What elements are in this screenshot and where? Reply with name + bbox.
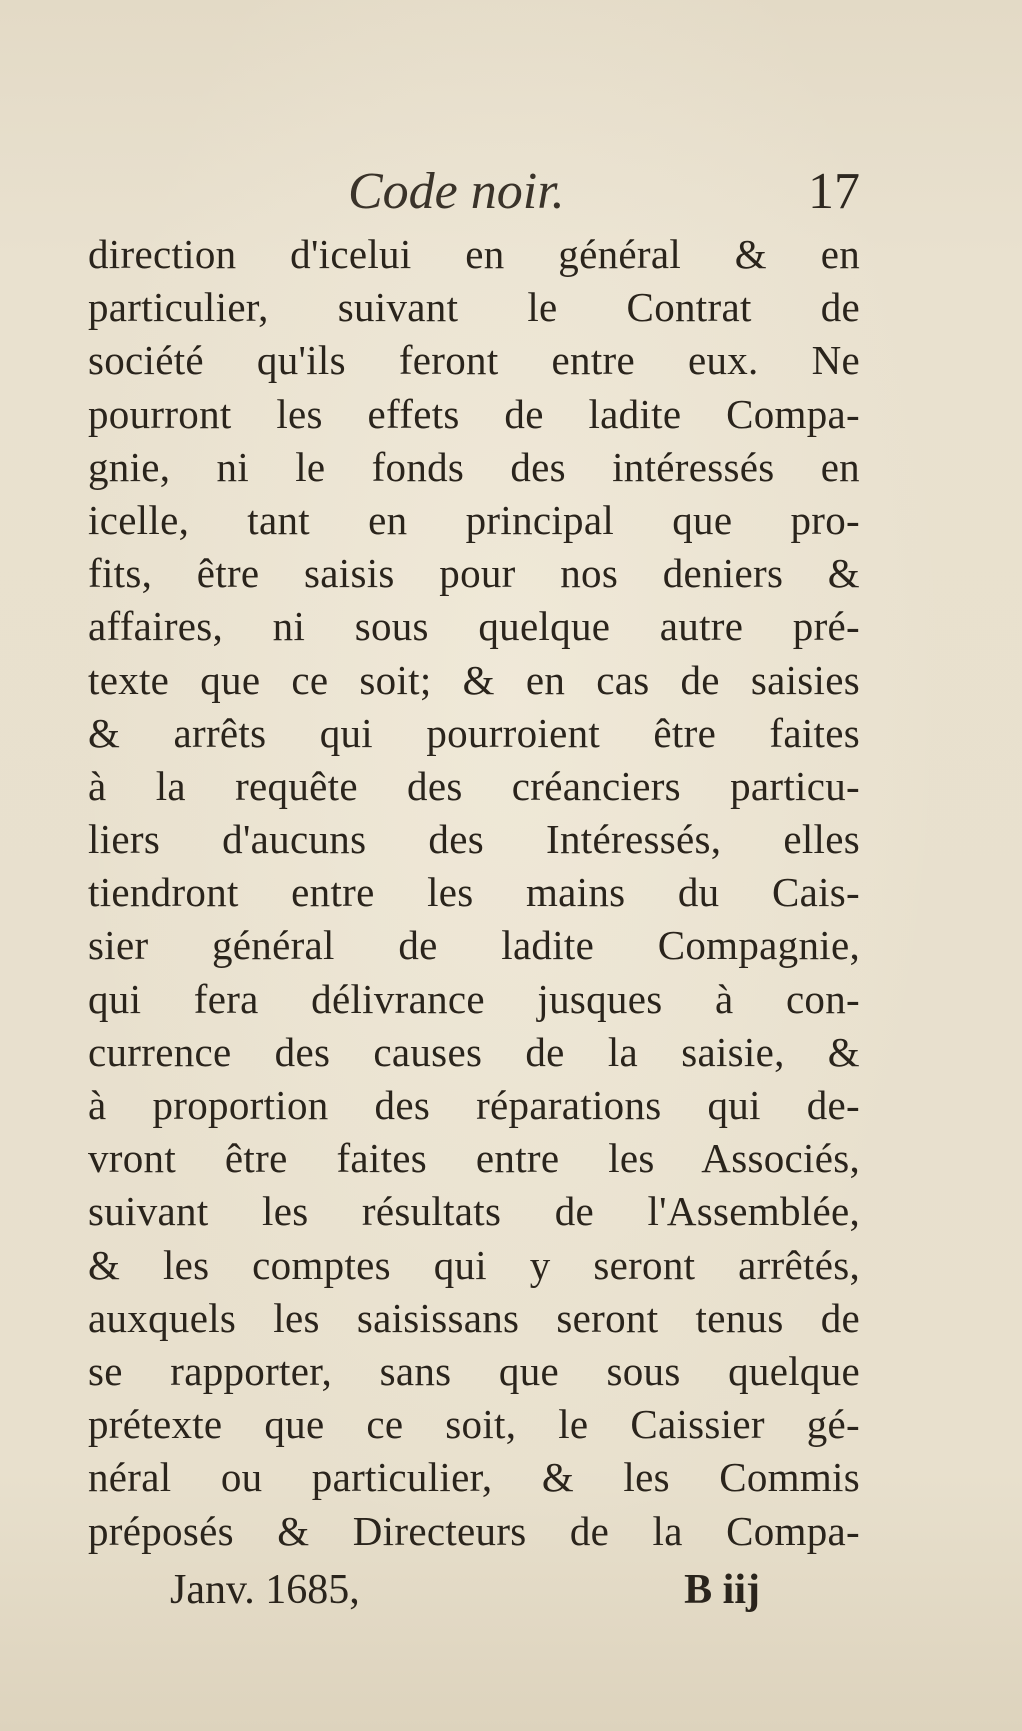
text-line: sier général de ladite Compagnie, xyxy=(88,922,860,969)
text-line: à la requête des créanciers particu- xyxy=(88,762,860,809)
text-line: particulier, suivant le Contrat de xyxy=(88,284,860,331)
text-line: préposés & Directeurs de la Compa- xyxy=(88,1507,860,1554)
signature-mark: B iij xyxy=(684,1567,760,1613)
text-line: suivant les résultats de l'Assemblée, xyxy=(88,1188,860,1235)
text-line: gnie, ni le fonds des intéressés en xyxy=(88,443,860,490)
text-line: & arrêts qui pourroient être faites xyxy=(88,709,860,756)
text-line: & les comptes qui y seront arrêtés, xyxy=(88,1241,860,1288)
text-line: société qu'ils feront entre eux. Ne xyxy=(88,337,860,384)
text-line: vront être faites entre les Associés, xyxy=(88,1135,860,1182)
text-line: qui fera délivrance jusques à con- xyxy=(88,975,860,1022)
text-line: texte que ce soit; & en cas de saisies xyxy=(88,656,860,703)
text-line: néral ou particulier, & les Commis xyxy=(88,1454,860,1501)
text-line: se rapporter, sans que sous quelque xyxy=(88,1347,860,1394)
page-footer xyxy=(170,1562,760,1622)
running-head xyxy=(90,162,860,232)
text-line: à proportion des réparations qui de- xyxy=(88,1082,860,1128)
body-text xyxy=(88,228,860,1554)
text-line: tiendront entre les mains du Cais- xyxy=(88,869,860,916)
running-head-title: Code noir. xyxy=(348,163,565,220)
text-line: direction d'icelui en général & en xyxy=(88,231,860,277)
text-line: liers d'aucuns des Intéressés, elles xyxy=(88,816,860,863)
page-number: 17 xyxy=(808,163,860,220)
text-line: fits, être saisis pour nos deniers & xyxy=(88,550,860,597)
text-line: pourront les effets de ladite Compa- xyxy=(88,390,860,437)
text-line: affaires, ni sous quelque autre pré- xyxy=(88,603,860,650)
text-line: auxquels les saisissans seront tenus de xyxy=(88,1294,860,1341)
footer-date: Janv. 1685, xyxy=(170,1567,360,1613)
text-line: prétexte que ce soit, le Caissier gé- xyxy=(88,1401,860,1448)
text-line: currence des causes de la saisie, & xyxy=(88,1028,860,1075)
text-line: icelle, tant en principal que pro- xyxy=(88,496,860,543)
